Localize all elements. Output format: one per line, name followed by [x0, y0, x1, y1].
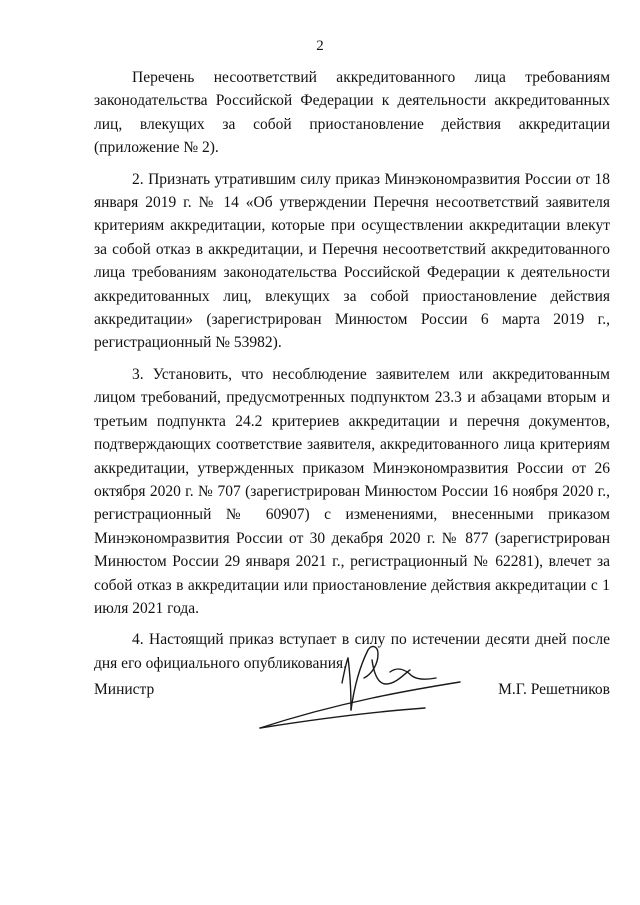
paragraph-item-2: 2. Признать утратившим силу приказ Минэкономразвития России от 18 января 2019 г. № 14 «Об утверждении Перечня несоответствий заявителя критериям аккредитации, которые при осуществлении аккредитации влекут за собой отказ в аккредитации, и Перечня несоответствий аккредитованного лица требованиям законодательства Российской Федерации к деятельности аккредитованных лиц, влекущих за собой приостановление действия аккредитации» (зарегистрирован Минюстом России 6 марта 2019 г., регистрационный № 53982). [94, 170, 610, 352]
signatory-title: Министр [94, 681, 155, 698]
signatory-name: М.Г. Решетников [498, 681, 610, 698]
paragraph-item-4: 4. Настоящий приказ вступает в силу по истечении десяти дней после дня его официального опубликования. [94, 631, 610, 672]
paragraph-list-item-1: Перечень несоответствий аккредитованного лица требованиям законодательства Российской Федерации к деятельности аккредитованных лиц, влекущих за собой приостановление действия аккредитации (приложение № 2). [94, 69, 610, 157]
document-body [94, 66, 610, 675]
handwritten-signature [250, 628, 470, 738]
paragraph-item-3: 3. Установить, что несоблюдение заявителем или аккредитованным лицом требований, предусмотренных подпунктом 23.3 и абзацами вторым и третьим подпункта 24.2 критериев аккредитации и перечня документов, подтверждающих соответствие заявителя, аккредитованного лица критериям аккредитации, утвержденных приказом Минэкономразвития России от 26 октября 2020 г. № 707 (зарегистрирован Минюстом России 16 ноября 2020 г., регистрационный № 60907) с изменениями, внесенными приказом Минэкономразвития России от 30 декабря 2020 г. № 877 (зарегистрирован Минюстом России 29 января 2021 г., регистрационный № 62281), влечет за собой отказ в аккредитации или приостановление действия аккредитации с 1 июля 2021 года. [94, 365, 610, 617]
page-number: 2 [316, 38, 324, 54]
